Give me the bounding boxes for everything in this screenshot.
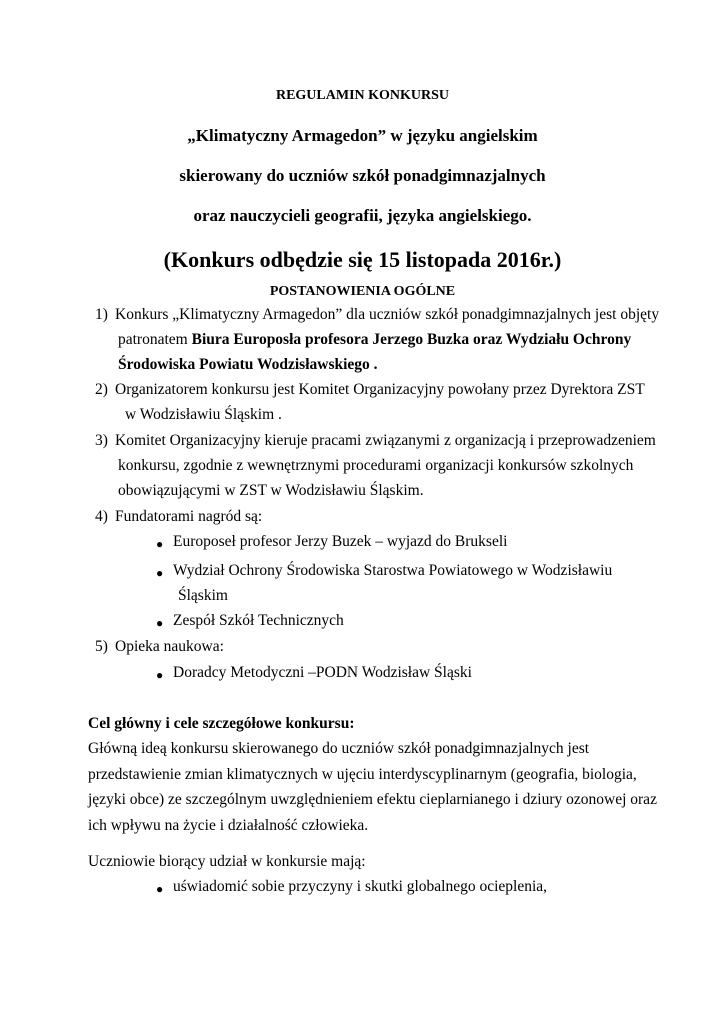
item-1-line-1: Konkurs „Klimatyczny Armagedon” dla uczniów szkół ponadgimnazjalnych jest objęty (115, 306, 660, 323)
bullet-icon: ● (156, 566, 164, 580)
goals-heading: Cel główny i cele szczegółowe konkursu: (88, 715, 355, 732)
goals-paragraph-line: języki obce) ze szczególnym uwzględnieniem efektu cieplarnianego i dziury ozonowej oraz (88, 791, 657, 808)
bullet-icon: ● (156, 668, 164, 682)
students-intro: Uczniowie biorący udział w konkursie mają: (88, 853, 366, 870)
bullet-icon: ● (156, 616, 164, 630)
item-1-patrons: Biura Europosła profesora Jerzego Buzka oraz Wydziału Ochrony (191, 331, 632, 348)
sponsor-item: Europoseł profesor Jerzy Buzek – wyjazd do Brukseli (173, 533, 508, 550)
regulation-title: REGULAMIN KONKURSU (275, 88, 450, 103)
sponsor-item: Wydział Ochrony Środowiska Starostwa Powiatowego w Wodzisławiu (173, 562, 613, 579)
contest-date: (Konkurs odbędzie się 15 listopada 2016r.) (163, 247, 562, 272)
goals-paragraph-line: przedstawienie zmian klimatycznych w ujęciu interdyscyplinarnym (geografia, biologia, (88, 766, 637, 783)
item-1-line-2 (118, 331, 631, 349)
item-1-patronage-label: patronatem (118, 331, 192, 348)
item-1-number: 1) (95, 306, 108, 323)
general-provisions-heading: POSTANOWIENIA OGÓLNE (269, 284, 456, 299)
item-3-number: 3) (95, 432, 108, 449)
advisor-item: Doradcy Metodyczni –PODN Wodzisław Śląski (173, 664, 472, 681)
item-4-label: Fundatorami nagród są: (115, 508, 263, 525)
target-audience-line: skierowany do uczniów szkół ponadgimnazjalnych (179, 166, 546, 185)
sponsor-item: Zespół Szkół Technicznych (173, 612, 344, 629)
goals-paragraph-line: ich wpływu na życie i działalność człowieka. (88, 817, 369, 834)
sponsor-item-continuation: Śląskim (178, 587, 228, 604)
goals-paragraph-line: Główną ideą konkursu skierowanego do uczniów szkół ponadgimnazjalnych jest (88, 740, 590, 757)
item-5-number: 5) (95, 638, 108, 655)
item-5-label: Opieka naukowa: (115, 638, 224, 655)
bullet-icon: ● (156, 537, 164, 551)
students-objective-item: uświadomić sobie przyczyny i skutki globalnego ocieplenia, (173, 878, 548, 895)
item-3-line-1: Komitet Organizacyjny kieruje pracami związanymi z organizacją i przeprowadzeniem (115, 432, 656, 449)
item-2-line-1: Organizatorem konkursu jest Komitet Organizacyjny powołany przez Dyrektora ZST (115, 381, 645, 398)
item-2-number: 2) (95, 381, 108, 398)
item-2-line-2: w Wodzisławiu Śląskim . (125, 406, 282, 423)
item-4-number: 4) (95, 508, 108, 525)
item-3-line-3: obowiązującymi w ZST w Wodzisławiu Śląskim. (118, 482, 424, 499)
bullet-icon: ● (156, 882, 164, 896)
target-teachers-line: oraz nauczycieli geografii, języka angielskiego. (193, 206, 532, 225)
item-3-line-2: konkursu, zgodnie z wewnętrznymi procedurami organizacji konkursów szkolnych (118, 457, 634, 474)
item-1-line-3: Środowiska Powiatu Wodzisławskiego . (118, 356, 378, 373)
contest-name: „Klimatyczny Armagedon” w języku angielskim (187, 126, 538, 145)
